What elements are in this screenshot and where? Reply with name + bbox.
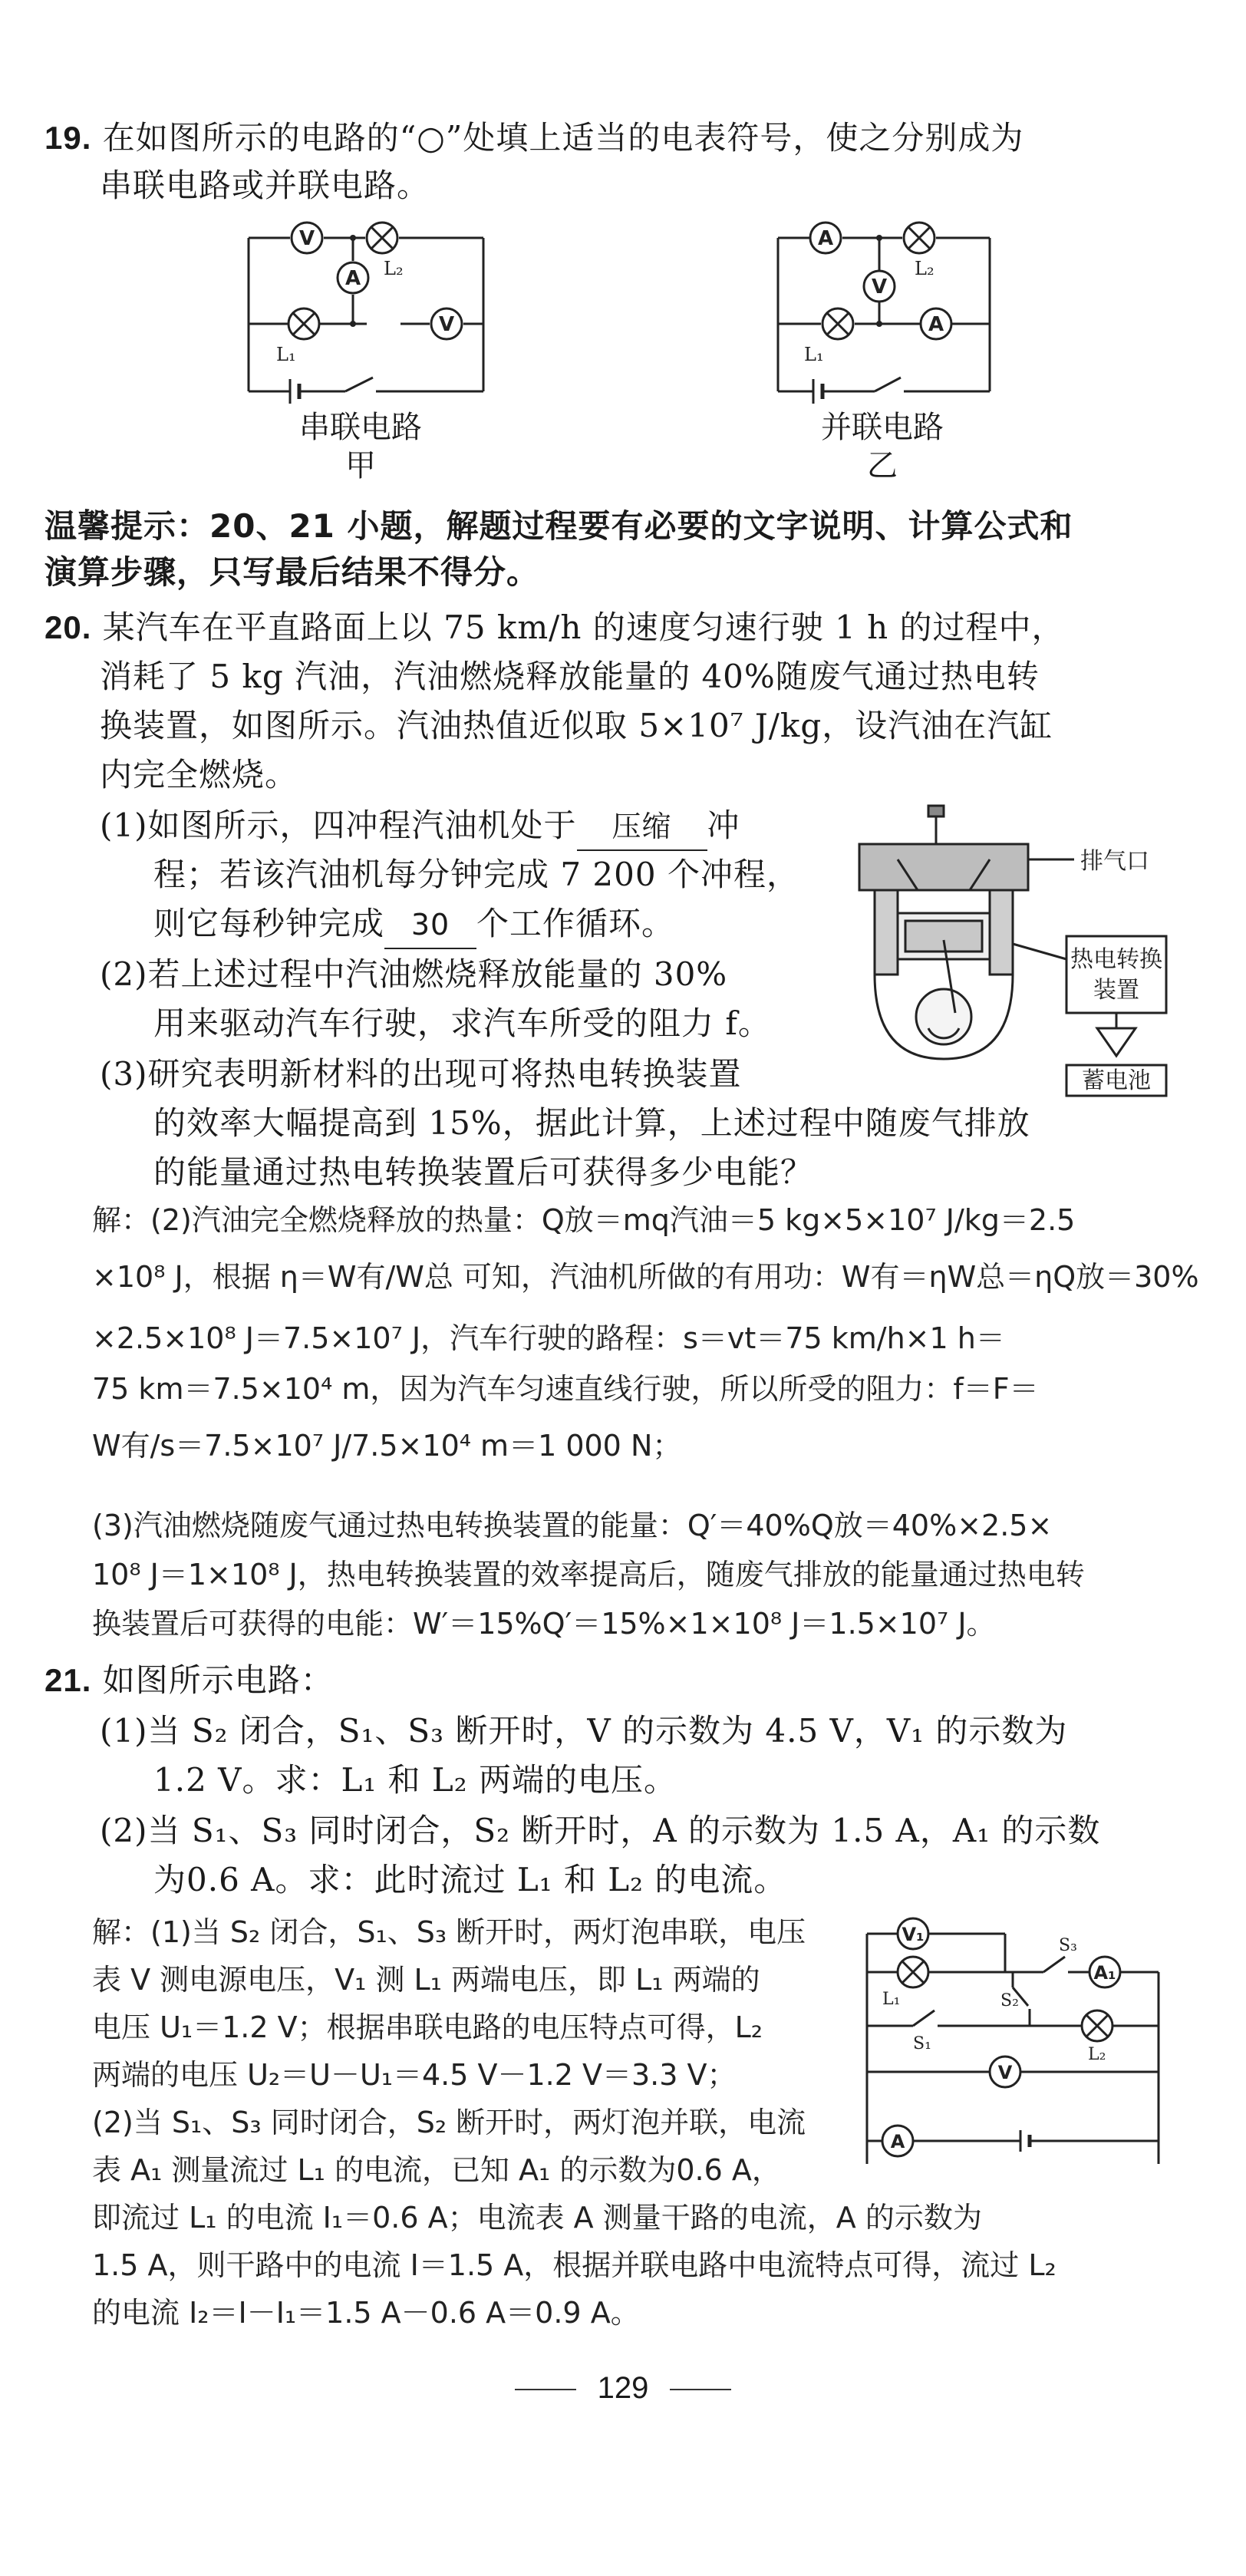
q20-line3: 换装置，如图所示。汽油热值近似取 5×10⁷ J/kg，设汽油在汽缸 — [100, 707, 1053, 744]
q21-label-l2: L₂ — [1088, 2045, 1106, 2064]
q20-line4: 内完全燃烧。 — [100, 756, 298, 793]
q21-solution-line2: 表 V 测电源电压，V₁ 测 L₁ 两端电压，即 L₁ 两端的 — [92, 1963, 760, 1997]
q20-part3-line3: 的能量通过热电转换装置后可获得多少电能？ — [153, 1153, 814, 1191]
q20-part3-line1: (3)研究表明新材料的出现可将热电转换装置 — [100, 1055, 742, 1093]
q21-solution-line7: 即流过 L₁ 的电流 I₁＝0.6 A；电流表 A 测量干路的电流，A 的示数为 — [92, 2201, 982, 2235]
q20-part1-line2: 程；若该汽油机每分钟完成 7 200 个冲程， — [153, 856, 799, 893]
q21-solution-line6: 表 A₁ 测量流过 L₁ 的电流，已知 A₁ 的示数为0.6 A， — [92, 2153, 781, 2187]
q21-line1 — [44, 1657, 334, 1704]
footer-dash-left — [515, 2389, 576, 2390]
parallel-circuit-diagram — [760, 207, 1013, 414]
parallel-caption-1: 并联电路 — [821, 410, 944, 445]
series-label-l2: L₂ — [384, 258, 404, 279]
q20-part1-text-e: 个工作循环。 — [476, 905, 675, 942]
series-caption-1: 串联电路 — [299, 410, 422, 445]
q20-part1-text-d: 则它每秒钟完成 — [153, 905, 385, 942]
q19-figure-series — [230, 207, 506, 414]
parallel-meter-1: A — [817, 227, 834, 250]
q19-line1 — [44, 115, 1024, 161]
tip-line1: 温馨提示：20、21 小题，解题过程要有必要的文字说明、计算公式和 — [44, 507, 1073, 545]
parallel-meter-3: A — [928, 313, 944, 336]
engine-converter-label-2: 装置 — [1093, 977, 1139, 1004]
q20-line1 — [44, 605, 1065, 651]
q20-engine-figure — [844, 798, 1174, 1097]
q20-solution-line6: (3)汽油燃烧随废气通过热电转换装置的能量：Q′＝40%Q放＝40%×2.5× — [92, 1509, 1053, 1542]
q21-label-s3: S₃ — [1059, 1936, 1077, 1955]
q20-solution-line2: ×10⁸ J，根据 η＝W有/W总 可知，汽油机所做的有用功：W有＝ηW总＝ηQ放＝30% — [92, 1260, 1199, 1294]
q21-meter-a1: A₁ — [1093, 1962, 1116, 1984]
parallel-meter-2: V — [871, 275, 888, 298]
q20-answer-blank-2: 30 — [384, 902, 476, 949]
q21-solution-line9: 的电流 I₂＝I－I₁＝1.5 A－0.6 A＝0.9 A。 — [92, 2296, 640, 2330]
q21-meter-v: V — [997, 2062, 1013, 2083]
q20-number: 20. — [44, 609, 92, 645]
series-label-l1: L₁ — [276, 344, 296, 365]
q20-line2: 消耗了 5 kg 汽油，汽油燃烧释放能量的 40%随废气通过热电转 — [100, 658, 1040, 695]
q20-part1-line1 — [100, 803, 740, 851]
parallel-label-l1: L₁ — [804, 344, 824, 365]
parallel-label-l2: L₂ — [915, 258, 934, 279]
q20-part1-text-a: (1)如图所示，四冲程汽油机处于 — [100, 806, 577, 844]
engine-battery-label: 蓄电池 — [1082, 1067, 1151, 1094]
parallel-caption-2: 乙 — [867, 448, 898, 483]
series-meter-3: V — [438, 313, 455, 336]
tip-line2: 演算步骤，只写最后结果不得分。 — [44, 553, 540, 591]
q21-circuit-figure — [852, 1911, 1174, 2187]
series-meter-2: A — [344, 267, 361, 290]
q21-meter-a: A — [890, 2131, 905, 2152]
series-meter-1: V — [298, 227, 315, 250]
q21-meter-v1: V₁ — [902, 1924, 925, 1945]
q21-part1-line2: 1.2 V。求：L₁ 和 L₂ 两端的电压。 — [153, 1761, 677, 1799]
q20-solution-line5: W有/s＝7.5×10⁷ J/7.5×10⁴ m＝1 000 N； — [92, 1429, 682, 1463]
page-number: 129 — [597, 2371, 649, 2405]
q21-solution-line8: 1.5 A，则干路中的电流 I＝1.5 A，根据并联电路中电流特点可得，流过 L₂ — [92, 2248, 1056, 2282]
q21-title: 如图所示电路： — [102, 1661, 334, 1699]
footer-dash-right — [670, 2389, 731, 2390]
q20-solution-line3: ×2.5×10⁸ J＝7.5×10⁷ J，汽车行驶的路程：s＝vt＝75 km/h×1 h＝ — [92, 1321, 1005, 1355]
q20-solution-line7: 10⁸ J＝1×10⁸ J，热电转换装置的效率提高后，随废气排放的能量通过热电转 — [92, 1558, 1085, 1591]
q21-part2-line1: (2)当 S₁、S₃ 同时闭合，S₂ 断开时，A 的示数为 1.5 A，A₁ 的示数 — [100, 1812, 1101, 1849]
q20-part1-line3 — [153, 901, 674, 949]
q21-label-s2: S₂ — [1000, 1991, 1019, 2010]
q21-solution-line3: 电压 U₁＝1.2 V；根据串联电路的电压特点可得，L₂ — [92, 2010, 763, 2044]
engine-diagram — [844, 798, 1174, 1097]
q20-solution-line4: 75 km＝7.5×10⁴ m，因为汽车匀速直线行驶，所以所受的阻力：f＝F＝ — [92, 1372, 1039, 1406]
q21-solution-line1: 解：(1)当 S₂ 闭合，S₁、S₃ 断开时，两灯泡串联，电压 — [92, 1915, 806, 1949]
q20-solution-line8: 换装置后可获得的电能：W′＝15%Q′＝15%×1×10⁸ J＝1.5×10⁷ J。 — [92, 1607, 996, 1641]
q21-part2-line2: 为0.6 A。求：此时流过 L₁ 和 L₂ 的电流。 — [153, 1861, 787, 1898]
q21-part1-line1: (1)当 S₂ 闭合，S₁、S₃ 断开时，V 的示数为 4.5 V，V₁ 的示数为 — [100, 1712, 1068, 1750]
q21-number: 21. — [44, 1662, 92, 1698]
q21-label-s1: S₁ — [913, 2034, 931, 2053]
q21-circuit-diagram — [852, 1911, 1174, 2187]
q19-line2: 串联电路或并联电路。 — [100, 167, 430, 204]
series-circuit-diagram — [230, 207, 506, 414]
q21-solution-line4: 两端的电压 U₂＝U－U₁＝4.5 V－1.2 V＝3.3 V； — [92, 2058, 737, 2092]
q20-part2-line2: 用来驱动汽车行驶，求汽车所受的阻力 f。 — [153, 1004, 771, 1042]
engine-exhaust-label: 排气口 — [1080, 848, 1149, 875]
q20-answer-blank-1: 压缩 — [577, 803, 707, 851]
q21-solution-line5: (2)当 S₁、S₃ 同时闭合，S₂ 断开时，两灯泡并联，电流 — [92, 2106, 806, 2139]
q20-part2-line1: (2)若上述过程中汽油燃烧释放能量的 30% — [100, 955, 728, 993]
q19-figure-parallel — [760, 207, 1013, 414]
series-caption-2: 甲 — [345, 448, 376, 483]
q19-number: 19. — [44, 120, 92, 156]
q19-text1: 在如图所示的电路的“○”处填上适当的电表符号，使之分别成为 — [102, 119, 1024, 157]
page-footer — [0, 2371, 1246, 2406]
q20-part1-text-b: 冲 — [707, 806, 740, 844]
q20-solution-line1: 解：(2)汽油完全燃烧释放的热量：Q放＝mq汽油＝5 kg×5×10⁷ J/kg＝2.5 — [92, 1203, 1076, 1237]
q20-part3-line2: 的效率大幅提高到 15%，据此计算，上述过程中随废气排放 — [153, 1104, 1030, 1142]
engine-converter-label-1: 热电转换 — [1070, 946, 1162, 973]
q21-label-l1: L₁ — [882, 1990, 901, 2009]
q20-text1: 某汽车在平直路面上以 75 km/h 的速度匀速行驶 1 h 的过程中， — [102, 609, 1065, 646]
